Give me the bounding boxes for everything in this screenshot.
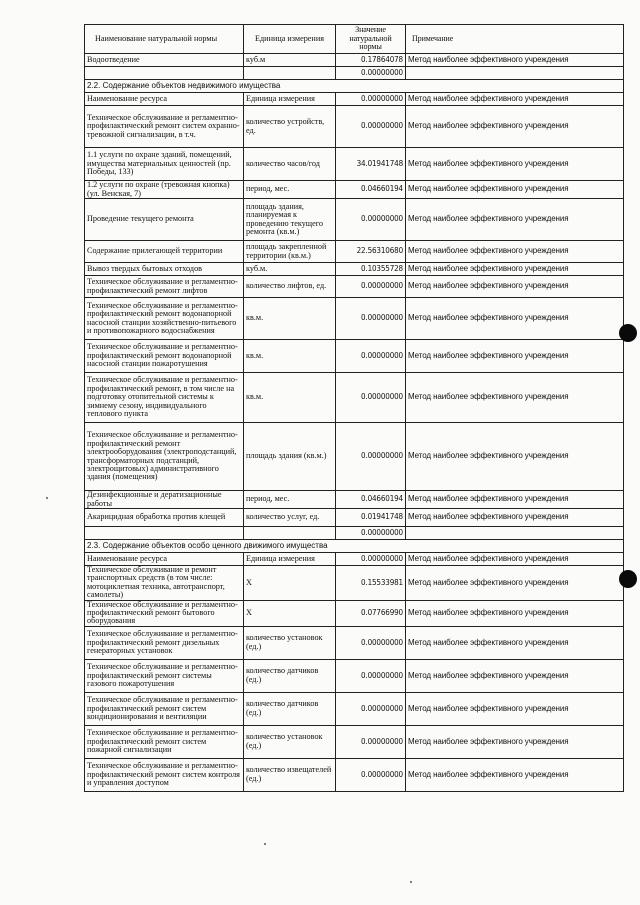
cell-value: 0.15533981: [336, 566, 406, 601]
table-row: [85, 93, 624, 106]
cell-unit: количество установок (ед.): [244, 725, 336, 758]
cell-name: 1.1 услуги по охране зданий, помещений, имущества материальных ценностей (пр. Победы, 133): [85, 148, 244, 181]
table-row: [85, 67, 624, 80]
cell-note: Метод наиболее эффективного учреждения: [406, 659, 624, 692]
cell-note: Метод наиболее эффективного учреждения: [406, 373, 624, 423]
table-row: [85, 106, 624, 148]
cell-value: 0.00000000: [336, 93, 406, 106]
cell-unit: количество извещателей (ед.): [244, 758, 336, 791]
cell-unit: площадь здания, планируемая к проведению текущего ремонта (кв.м.): [244, 199, 336, 241]
table-row: [85, 491, 624, 509]
cell-name: Техническое обслуживание и регламентно-профилактический ремонт водонапорной насосной станции пожаротушения: [85, 340, 244, 373]
cell-unit: количество датчиков (ед.): [244, 692, 336, 725]
section-title: 2.2. Содержание объектов недвижимого имущества: [85, 80, 624, 93]
header-name: Наименование натуральной нормы: [85, 25, 244, 54]
cell-unit: площадь закрепленной территории (кв.м.): [244, 241, 336, 263]
table-row: [85, 626, 624, 659]
cell-name: Техническое обслуживание и регламентно-профилактический ремонт, в том числе на подготовку отопительной системы к зимнему сезону, индивидуального теплового пункта: [85, 373, 244, 423]
punch-hole-mark: [619, 324, 637, 342]
cell-name: Техническое обслуживание и регламентно-профилактический ремонт бытового оборудования: [85, 600, 244, 626]
cell-unit: кв.м.: [244, 340, 336, 373]
cell-name: Дезинфекционные и дератизационные работы: [85, 491, 244, 509]
table-row: [85, 758, 624, 791]
cell-name: Техническое обслуживание и регламентно-профилактический ремонт дизельных генераторных установок: [85, 626, 244, 659]
section-heading-23: [85, 540, 624, 553]
cell-unit: период, мес.: [244, 181, 336, 199]
cell-name: Проведение текущего ремонта: [85, 199, 244, 241]
table-row: [85, 148, 624, 181]
cell-name: Техническое обслуживание и регламентно-профилактический ремонт систем охранно-тревожной сигнализации, в т.ч.: [85, 106, 244, 148]
cell-note: Метод наиболее эффективного учреждения: [406, 54, 624, 67]
section-title: 2.3. Содержание объектов особо ценного движимого имущества: [85, 540, 624, 553]
cell-note: Метод наиболее эффективного учреждения: [406, 263, 624, 276]
table-row: [85, 566, 624, 601]
cell-note: Метод наиболее эффективного учреждения: [406, 553, 624, 566]
cell-note: Метод наиболее эффективного учреждения: [406, 199, 624, 241]
cell-unit: количество датчиков (ед.): [244, 659, 336, 692]
cell-value: 0.00000000: [336, 423, 406, 491]
cell-value: 0.00000000: [336, 626, 406, 659]
header-value: Значение натуральной нормы: [336, 25, 406, 54]
cell-name: [85, 527, 244, 540]
cell-note: [406, 67, 624, 80]
cell-value: 0.00000000: [336, 340, 406, 373]
cell-unit: количество услуг, ед.: [244, 509, 336, 527]
cell-name: Техническое обслуживание и регламентно-профилактический ремонт лифтов: [85, 276, 244, 298]
table-row: [85, 527, 624, 540]
header-note: Примечание: [406, 25, 624, 54]
cell-note: Метод наиболее эффективного учреждения: [406, 692, 624, 725]
cell-value: 0.00000000: [336, 692, 406, 725]
cell-note: [406, 527, 624, 540]
table-row: [85, 276, 624, 298]
cell-name: Техническое обслуживание и регламентно-профилактический ремонт электрооборудования (электроподстанций, трансформаторных подстанций, электрощитовых) административного здания (помещения): [85, 423, 244, 491]
cell-note: Метод наиболее эффективного учреждения: [406, 423, 624, 491]
cell-unit: количество лифтов, ед.: [244, 276, 336, 298]
table-row: [85, 181, 624, 199]
cell-value: 0.00000000: [336, 758, 406, 791]
cell-value: 0.00000000: [336, 553, 406, 566]
table-row: [85, 373, 624, 423]
cell-unit: количество часов/год: [244, 148, 336, 181]
cell-name: Содержание прилегающей территории: [85, 241, 244, 263]
cell-name: Водоотведение: [85, 54, 244, 67]
cell-value: 0.00000000: [336, 298, 406, 340]
table-row: [85, 423, 624, 491]
cell-unit: Единица измерения: [244, 93, 336, 106]
table-row: [85, 199, 624, 241]
table-row: [85, 54, 624, 67]
cell-value: 34.01941748: [336, 148, 406, 181]
scan-speck: [410, 881, 412, 883]
norms-table: [84, 24, 624, 792]
cell-note: Метод наиболее эффективного учреждения: [406, 626, 624, 659]
cell-note: Метод наиболее эффективного учреждения: [406, 241, 624, 263]
header-unit: Единица измерения: [244, 25, 336, 54]
cell-note: Метод наиболее эффективного учреждения: [406, 93, 624, 106]
cell-name: Техническое обслуживание и регламентно-профилактический ремонт водонапорной насосной станции хозяйственно-питьевого и противопожарного водоснабжения: [85, 298, 244, 340]
cell-note: Метод наиболее эффективного учреждения: [406, 491, 624, 509]
cell-unit: площадь здания (кв.м.): [244, 423, 336, 491]
cell-note: Метод наиболее эффективного учреждения: [406, 148, 624, 181]
cell-unit: [244, 67, 336, 80]
table-row: [85, 553, 624, 566]
cell-value: 0.01941748: [336, 509, 406, 527]
cell-name: Техническое обслуживание и регламентно-профилактический ремонт системы газового пожаротушения: [85, 659, 244, 692]
cell-value: 0.17864078: [336, 54, 406, 67]
cell-unit: количество установок (ед.): [244, 626, 336, 659]
cell-note: Метод наиболее эффективного учреждения: [406, 758, 624, 791]
cell-name: Наименование ресурса: [85, 93, 244, 106]
cell-note: Метод наиболее эффективного учреждения: [406, 181, 624, 199]
cell-unit: кв.м.: [244, 373, 336, 423]
cell-name: Вывоз твердых бытовых отходов: [85, 263, 244, 276]
cell-name: 1.2 услуги по охране (тревожная кнопка) (ул. Венская, 7): [85, 181, 244, 199]
scan-speck: [264, 843, 266, 845]
cell-value: 0.00000000: [336, 527, 406, 540]
cell-note: Метод наиболее эффективного учреждения: [406, 298, 624, 340]
cell-unit: куб.м: [244, 54, 336, 67]
table-row: [85, 600, 624, 626]
cell-unit: количество устройств, ед.: [244, 106, 336, 148]
cell-value: 0.00000000: [336, 106, 406, 148]
cell-note: Метод наиболее эффективного учреждения: [406, 509, 624, 527]
cell-name: Техническое обслуживание и регламентно-профилактический ремонт систем пожарной сигнализации: [85, 725, 244, 758]
cell-name: Наименование ресурса: [85, 553, 244, 566]
cell-name: Техническое обслуживание и регламентно-профилактический ремонт систем кондиционирования и вентиляции: [85, 692, 244, 725]
cell-value: 0.04660194: [336, 491, 406, 509]
cell-unit: Х: [244, 600, 336, 626]
cell-unit: куб.м.: [244, 263, 336, 276]
cell-value: 0.04660194: [336, 181, 406, 199]
table-row: [85, 241, 624, 263]
cell-note: Метод наиболее эффективного учреждения: [406, 725, 624, 758]
punch-hole-mark: [619, 570, 637, 588]
section-heading-22: [85, 80, 624, 93]
table-row: [85, 263, 624, 276]
cell-value: 0.00000000: [336, 659, 406, 692]
cell-value: 0.00000000: [336, 373, 406, 423]
cell-note: Метод наиболее эффективного учреждения: [406, 600, 624, 626]
cell-value: 0.00000000: [336, 725, 406, 758]
cell-value: 0.00000000: [336, 67, 406, 80]
table-row: [85, 725, 624, 758]
cell-unit: Единица измерения: [244, 553, 336, 566]
table-row: [85, 509, 624, 527]
cell-unit: период, мес.: [244, 491, 336, 509]
cell-note: Метод наиболее эффективного учреждения: [406, 340, 624, 373]
cell-unit: кв.м.: [244, 298, 336, 340]
cell-value: 0.00000000: [336, 199, 406, 241]
table-header-row: [85, 25, 624, 54]
cell-unit: Х: [244, 566, 336, 601]
cell-name: Техническое обслуживание и ремонт транспортных средств (в том числе: мотоциклетная техника, автотранспорт, самолеты): [85, 566, 244, 601]
cell-note: Метод наиболее эффективного учреждения: [406, 566, 624, 601]
table-row: [85, 692, 624, 725]
cell-name: Техническое обслуживание и регламентно-профилактический ремонт систем контроля и управления доступом: [85, 758, 244, 791]
cell-value: 0.07766990: [336, 600, 406, 626]
cell-value: 0.00000000: [336, 276, 406, 298]
cell-name: Акарицидная обработка против клещей: [85, 509, 244, 527]
norms-table-body: [85, 25, 624, 792]
cell-unit: [244, 527, 336, 540]
scan-speck: [46, 497, 48, 499]
table-row: [85, 659, 624, 692]
cell-value: 0.10355728: [336, 263, 406, 276]
cell-name: [85, 67, 244, 80]
table-row: [85, 340, 624, 373]
cell-value: 22.56310680: [336, 241, 406, 263]
cell-note: Метод наиболее эффективного учреждения: [406, 276, 624, 298]
table-row: [85, 298, 624, 340]
cell-note: Метод наиболее эффективного учреждения: [406, 106, 624, 148]
